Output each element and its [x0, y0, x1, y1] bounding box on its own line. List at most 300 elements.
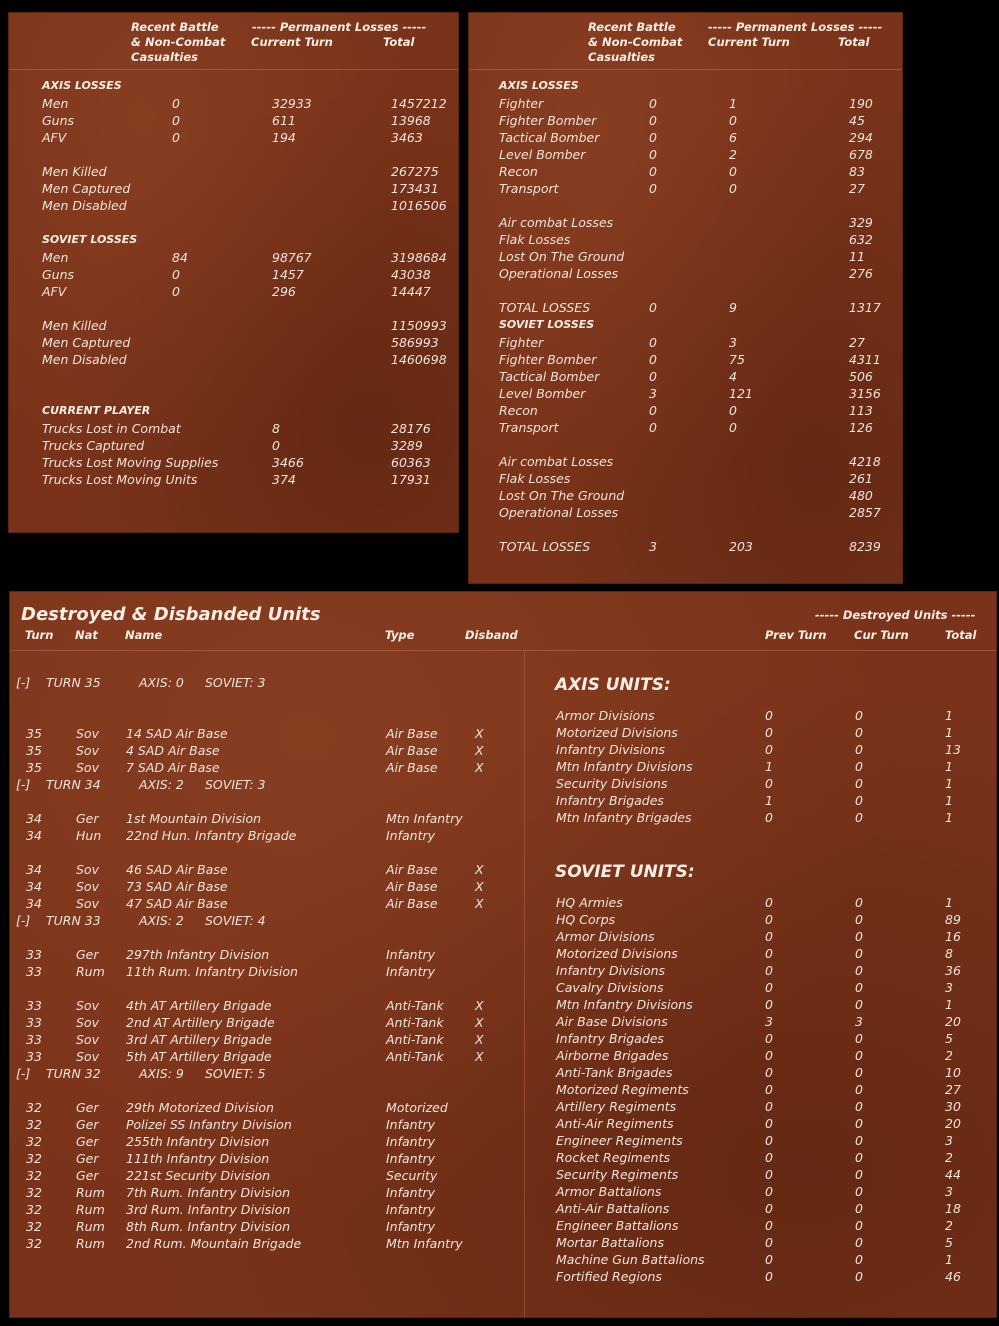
- soviet-total: 30: [945, 1099, 961, 1114]
- header-permanent-losses: ----- Permanent Losses -----: [252, 20, 427, 34]
- soviet-prev-turn: 0: [765, 1031, 773, 1046]
- unit-turn: 35: [26, 743, 42, 758]
- axis-prev-turn: 1: [765, 759, 773, 774]
- unit-type: Infantry: [386, 947, 436, 962]
- unit-turn: 34: [26, 896, 42, 911]
- soviet-unit-type: Rocket Regiments: [556, 1150, 670, 1165]
- section-title: AXIS LOSSES: [42, 79, 122, 92]
- header-recent-battle: & Non-Combat: [588, 35, 683, 49]
- unit-type: Infantry: [386, 1219, 436, 1234]
- soviet-total: 3: [945, 1133, 953, 1148]
- ground-losses-panel: [8, 12, 459, 533]
- row-total-value: 11: [849, 249, 865, 264]
- row-label: Flak Losses: [499, 471, 571, 486]
- unit-name: 4th AT Artillery Brigade: [126, 998, 272, 1013]
- soviet-unit-type: Infantry Divisions: [556, 963, 666, 978]
- unit-type: Air Base: [386, 879, 438, 894]
- soviet-cur-turn: 0: [855, 1048, 863, 1063]
- row-label: Men Captured: [42, 335, 131, 350]
- axis-cur-turn: 0: [855, 793, 863, 808]
- row-total-value: 276: [849, 266, 873, 281]
- unit-name: 29th Motorized Division: [126, 1100, 274, 1115]
- soviet-prev-turn: 0: [765, 1269, 773, 1284]
- soviet-total: 46: [945, 1269, 961, 1284]
- unit-type: Air Base: [386, 743, 438, 758]
- soviet-prev-turn: 0: [765, 1065, 773, 1080]
- soviet-total: 2: [945, 1048, 953, 1063]
- row-current-value: 32933: [272, 96, 312, 111]
- unit-turn: 32: [26, 1100, 42, 1115]
- row-total-value: 3289: [391, 438, 423, 453]
- row-label: Recon: [499, 403, 538, 418]
- unit-nationality: Sov: [76, 1032, 99, 1047]
- unit-type: Air Base: [386, 896, 438, 911]
- row-label: Air combat Losses: [499, 454, 614, 469]
- row-total-value: 27: [849, 181, 865, 196]
- soviet-prev-turn: 0: [765, 1150, 773, 1165]
- row-total-value: 1150993: [391, 318, 447, 333]
- row-current-value: 9: [729, 300, 737, 315]
- turn-soviet-count: SOVIET: 4: [205, 913, 266, 928]
- row-label: Tactical Bomber: [499, 130, 600, 145]
- soviet-cur-turn: 0: [855, 1031, 863, 1046]
- unit-name: 4 SAD Air Base: [126, 743, 220, 758]
- row-label: Flak Losses: [499, 232, 571, 247]
- row-label: Level Bomber: [499, 147, 586, 162]
- row-total-value: 4311: [849, 352, 881, 367]
- turn-soviet-count: SOVIET: 5: [205, 1066, 266, 1081]
- unit-type: Air Base: [386, 760, 438, 775]
- unit-nationality: Hun: [76, 828, 102, 843]
- unit-turn: 34: [26, 862, 42, 877]
- unit-nationality: Rum: [76, 1219, 105, 1234]
- axis-cur-turn: 0: [855, 708, 863, 723]
- soviet-cur-turn: 0: [855, 1150, 863, 1165]
- soviet-cur-turn: 0: [855, 997, 863, 1012]
- soviet-cur-turn: 0: [855, 929, 863, 944]
- row-label: Recon: [499, 164, 538, 179]
- soviet-prev-turn: 0: [765, 1133, 773, 1148]
- unit-type: Anti-Tank: [386, 1032, 444, 1047]
- row-recent-value: 0: [172, 284, 180, 299]
- row-total-value: 17931: [391, 472, 431, 487]
- soviet-cur-turn: 0: [855, 1065, 863, 1080]
- unit-turn: 32: [26, 1236, 42, 1251]
- soviet-total: 44: [945, 1167, 961, 1182]
- row-recent-value: 3: [649, 386, 657, 401]
- row-total-value: 83: [849, 164, 865, 179]
- axis-total: 13: [945, 742, 961, 757]
- unit-disband-mark: X: [475, 1049, 484, 1064]
- axis-prev-turn: 0: [765, 742, 773, 757]
- row-total-value: 173431: [391, 181, 439, 196]
- soviet-unit-type: Motorized Divisions: [556, 946, 678, 961]
- soviet-prev-turn: 3: [765, 1014, 773, 1029]
- row-label: Trucks Lost Moving Units: [42, 472, 198, 487]
- row-current-value: 4: [729, 369, 737, 384]
- unit-name: 297th Infantry Division: [126, 947, 270, 962]
- unit-type: Anti-Tank: [386, 1049, 444, 1064]
- unit-type: Mtn Infantry: [386, 1236, 463, 1251]
- soviet-cur-turn: 0: [855, 1269, 863, 1284]
- divider-line: [469, 69, 902, 70]
- row-label: TOTAL LOSSES: [499, 300, 591, 315]
- row-total-value: 14447: [391, 284, 431, 299]
- turn-collapse-toggle[interactable]: [-]: [16, 777, 31, 792]
- unit-name: 255th Infantry Division: [126, 1134, 270, 1149]
- row-recent-value: 0: [172, 96, 180, 111]
- soviet-prev-turn: 0: [765, 1218, 773, 1233]
- unit-name: 5th AT Artillery Brigade: [126, 1049, 272, 1064]
- unit-nationality: Sov: [76, 760, 99, 775]
- turn-soviet-count: SOVIET: 3: [205, 777, 266, 792]
- row-total-value: 1457212: [391, 96, 447, 111]
- axis-cur-turn: 0: [855, 810, 863, 825]
- unit-nationality: Rum: [76, 964, 105, 979]
- unit-turn: 32: [26, 1202, 42, 1217]
- soviet-unit-type: Anti-Air Battalions: [556, 1201, 670, 1216]
- header-permanent-losses: ----- Permanent Losses -----: [708, 20, 883, 34]
- soviet-cur-turn: 3: [855, 1014, 863, 1029]
- soviet-total: 5: [945, 1235, 953, 1250]
- row-label: Guns: [42, 267, 75, 282]
- unit-name: 47 SAD Air Base: [126, 896, 228, 911]
- soviet-cur-turn: 0: [855, 1201, 863, 1216]
- unit-type: Infantry: [386, 1134, 436, 1149]
- unit-turn: 32: [26, 1185, 42, 1200]
- row-total-value: 678: [849, 147, 873, 162]
- row-total-value: 1460698: [391, 352, 447, 367]
- row-recent-value: 84: [172, 250, 188, 265]
- turn-collapse-toggle[interactable]: [-]: [16, 913, 31, 928]
- header-recent-battle: & Non-Combat: [131, 35, 226, 49]
- turn-label: TURN 35: [46, 675, 101, 690]
- row-current-value: 0: [272, 438, 280, 453]
- row-label: Lost On The Ground: [499, 488, 625, 503]
- soviet-total: 89: [945, 912, 961, 927]
- col-header-type: Type: [385, 628, 415, 642]
- axis-total: 1: [945, 793, 953, 808]
- row-total-value: 45: [849, 113, 865, 128]
- soviet-unit-type: Engineer Battalions: [556, 1218, 679, 1233]
- header-current-turn: Current Turn: [251, 35, 333, 49]
- row-total-value: 480: [849, 488, 873, 503]
- header-recent-battle: Recent Battle: [588, 20, 676, 34]
- row-label: Trucks Lost in Combat: [42, 421, 181, 436]
- row-label: TOTAL LOSSES: [499, 539, 591, 554]
- unit-nationality: Sov: [76, 1015, 99, 1030]
- row-recent-value: 0: [649, 113, 657, 128]
- unit-nationality: Rum: [76, 1236, 105, 1251]
- unit-disband-mark: X: [475, 998, 484, 1013]
- row-current-value: 3: [729, 335, 737, 350]
- soviet-cur-turn: 0: [855, 1252, 863, 1267]
- row-label: Tactical Bomber: [499, 369, 600, 384]
- soviet-total: 1: [945, 1252, 953, 1267]
- row-label: Transport: [499, 420, 559, 435]
- unit-disband-mark: X: [475, 879, 484, 894]
- unit-disband-mark: X: [475, 896, 484, 911]
- unit-name: 2nd Rum. Mountain Brigade: [126, 1236, 302, 1251]
- soviet-prev-turn: 0: [765, 1116, 773, 1131]
- unit-type: Motorized: [386, 1100, 448, 1115]
- row-total-value: 43038: [391, 267, 431, 282]
- soviet-unit-type: Cavalry Divisions: [556, 980, 664, 995]
- row-label: Men: [42, 250, 69, 265]
- row-total-value: 4218: [849, 454, 881, 469]
- soviet-unit-type: HQ Corps: [556, 912, 616, 927]
- axis-unit-type: Security Divisions: [556, 776, 668, 791]
- unit-type: Infantry: [386, 1117, 436, 1132]
- axis-prev-turn: 0: [765, 725, 773, 740]
- axis-cur-turn: 0: [855, 742, 863, 757]
- row-current-value: 6: [729, 130, 737, 145]
- soviet-prev-turn: 0: [765, 1048, 773, 1063]
- header-current-turn: Current Turn: [708, 35, 790, 49]
- panel-title: Destroyed & Disbanded Units: [21, 604, 321, 625]
- soviet-cur-turn: 0: [855, 1133, 863, 1148]
- soviet-unit-type: Mtn Infantry Divisions: [556, 997, 693, 1012]
- unit-nationality: Ger: [76, 1134, 99, 1149]
- unit-type: Infantry: [386, 1185, 436, 1200]
- row-total-value: 8239: [849, 539, 881, 554]
- soviet-total: 5: [945, 1031, 953, 1046]
- soviet-prev-turn: 0: [765, 1167, 773, 1182]
- turn-collapse-toggle[interactable]: [-]: [16, 675, 31, 690]
- row-current-value: 1: [729, 96, 737, 111]
- unit-turn: 32: [26, 1168, 42, 1183]
- soviet-total: 3: [945, 980, 953, 995]
- row-recent-value: 0: [649, 335, 657, 350]
- soviet-unit-type: Armor Divisions: [556, 929, 655, 944]
- unit-disband-mark: X: [475, 743, 484, 758]
- soviet-cur-turn: 0: [855, 1235, 863, 1250]
- axis-total: 1: [945, 810, 953, 825]
- row-current-value: 611: [272, 113, 296, 128]
- unit-type: Mtn Infantry: [386, 811, 463, 826]
- axis-cur-turn: 0: [855, 725, 863, 740]
- soviet-cur-turn: 0: [855, 963, 863, 978]
- soviet-total: 36: [945, 963, 961, 978]
- row-total-value: 294: [849, 130, 873, 145]
- soviet-cur-turn: 0: [855, 946, 863, 961]
- turn-soviet-count: SOVIET: 3: [205, 675, 266, 690]
- turn-label: TURN 33: [46, 913, 101, 928]
- unit-turn: 33: [26, 964, 42, 979]
- turn-label: TURN 32: [46, 1066, 101, 1081]
- unit-name: 7 SAD Air Base: [126, 760, 220, 775]
- axis-prev-turn: 0: [765, 776, 773, 791]
- soviet-prev-turn: 0: [765, 963, 773, 978]
- axis-unit-type: Motorized Divisions: [556, 725, 678, 740]
- col-header-prev-turn: Prev Turn: [765, 628, 827, 642]
- axis-prev-turn: 0: [765, 810, 773, 825]
- soviet-prev-turn: 0: [765, 1184, 773, 1199]
- row-recent-value: 0: [649, 130, 657, 145]
- soviet-unit-type: Anti-Tank Brigades: [556, 1065, 673, 1080]
- row-total-value: 60363: [391, 455, 431, 470]
- row-total-value: 2857: [849, 505, 881, 520]
- unit-turn: 34: [26, 879, 42, 894]
- soviet-total: 2: [945, 1218, 953, 1233]
- row-current-value: 296: [272, 284, 296, 299]
- soviet-prev-turn: 0: [765, 1201, 773, 1216]
- unit-nationality: Ger: [76, 1151, 99, 1166]
- unit-nationality: Sov: [76, 896, 99, 911]
- row-current-value: 0: [729, 181, 737, 196]
- turn-collapse-toggle[interactable]: [-]: [16, 1066, 31, 1081]
- unit-name: 22nd Hun. Infantry Brigade: [126, 828, 297, 843]
- turn-label: TURN 34: [46, 777, 101, 792]
- soviet-cur-turn: 0: [855, 912, 863, 927]
- unit-nationality: Ger: [76, 1168, 99, 1183]
- soviet-unit-type: Engineer Regiments: [556, 1133, 683, 1148]
- row-label: Men Disabled: [42, 198, 127, 213]
- unit-name: 73 SAD Air Base: [126, 879, 228, 894]
- unit-name: 2nd AT Artillery Brigade: [126, 1015, 275, 1030]
- row-current-value: 0: [729, 164, 737, 179]
- soviet-cur-turn: 0: [855, 1167, 863, 1182]
- unit-turn: 32: [26, 1134, 42, 1149]
- unit-name: Polizei SS Infantry Division: [126, 1117, 292, 1132]
- soviet-total: 16: [945, 929, 961, 944]
- row-current-value: 374: [272, 472, 296, 487]
- row-label: AFV: [42, 284, 67, 299]
- row-total-value: 1016506: [391, 198, 447, 213]
- turn-axis-count: AXIS: 9: [139, 1066, 184, 1081]
- turn-axis-count: AXIS: 2: [139, 777, 184, 792]
- col-header-total: Total: [945, 628, 977, 642]
- soviet-unit-type: Airborne Brigades: [556, 1048, 669, 1063]
- unit-name: 1st Mountain Division: [126, 811, 262, 826]
- unit-name: 111th Infantry Division: [126, 1151, 270, 1166]
- header-recent-battle: Recent Battle: [131, 20, 219, 34]
- soviet-total: 3: [945, 1184, 953, 1199]
- axis-unit-type: Mtn Infantry Brigades: [556, 810, 692, 825]
- soviet-total: 27: [945, 1082, 961, 1097]
- unit-disband-mark: X: [475, 862, 484, 877]
- row-recent-value: 0: [649, 352, 657, 367]
- soviet-total: 18: [945, 1201, 961, 1216]
- unit-nationality: Sov: [76, 726, 99, 741]
- col-header-cur-turn: Cur Turn: [854, 628, 909, 642]
- unit-nationality: Sov: [76, 862, 99, 877]
- row-label: Air combat Losses: [499, 215, 614, 230]
- row-label: Fighter Bomber: [499, 113, 597, 128]
- axis-total: 1: [945, 725, 953, 740]
- row-recent-value: 0: [649, 164, 657, 179]
- unit-type: Air Base: [386, 726, 438, 741]
- soviet-prev-turn: 0: [765, 1082, 773, 1097]
- soviet-total: 1: [945, 895, 953, 910]
- unit-nationality: Rum: [76, 1185, 105, 1200]
- section-title: SOVIET LOSSES: [42, 233, 138, 246]
- axis-prev-turn: 0: [765, 708, 773, 723]
- unit-name: 46 SAD Air Base: [126, 862, 228, 877]
- row-label: AFV: [42, 130, 67, 145]
- soviet-unit-type: Machine Gun Battalions: [556, 1252, 705, 1267]
- row-total-value: 13968: [391, 113, 431, 128]
- unit-type: Infantry: [386, 964, 436, 979]
- row-recent-value: 0: [649, 403, 657, 418]
- soviet-total: 2: [945, 1150, 953, 1165]
- row-label: Lost On The Ground: [499, 249, 625, 264]
- row-total-value: 506: [849, 369, 873, 384]
- soviet-prev-turn: 0: [765, 1099, 773, 1114]
- row-current-value: 1457: [272, 267, 304, 282]
- soviet-unit-type: Infantry Brigades: [556, 1031, 664, 1046]
- unit-nationality: Ger: [76, 1100, 99, 1115]
- unit-disband-mark: X: [475, 726, 484, 741]
- unit-nationality: Sov: [76, 1049, 99, 1064]
- header-destroyed-units: ----- Destroyed Units -----: [815, 608, 976, 622]
- row-current-value: 8: [272, 421, 280, 436]
- soviet-unit-type: Air Base Divisions: [556, 1014, 668, 1029]
- soviet-total: 20: [945, 1014, 961, 1029]
- row-recent-value: 0: [172, 267, 180, 282]
- unit-name: 14 SAD Air Base: [126, 726, 228, 741]
- column-divider: [524, 651, 525, 1318]
- soviet-total: 10: [945, 1065, 961, 1080]
- soviet-prev-turn: 0: [765, 997, 773, 1012]
- unit-nationality: Rum: [76, 1202, 105, 1217]
- col-header-nat: Nat: [75, 628, 98, 642]
- soviet-cur-turn: 0: [855, 980, 863, 995]
- axis-cur-turn: 0: [855, 776, 863, 791]
- soviet-prev-turn: 0: [765, 895, 773, 910]
- turn-axis-count: AXIS: 2: [139, 913, 184, 928]
- col-header-turn: Turn: [25, 628, 54, 642]
- soviet-unit-type: Armor Battalions: [556, 1184, 662, 1199]
- axis-unit-type: Infantry Brigades: [556, 793, 664, 808]
- unit-turn: 33: [26, 1015, 42, 1030]
- unit-type: Anti-Tank: [386, 1015, 444, 1030]
- row-recent-value: 0: [172, 113, 180, 128]
- axis-prev-turn: 1: [765, 793, 773, 808]
- row-total-value: 113: [849, 403, 873, 418]
- row-total-value: 329: [849, 215, 873, 230]
- unit-type: Security: [386, 1168, 438, 1183]
- row-total-value: 27: [849, 335, 865, 350]
- col-header-disband: Disband: [465, 628, 518, 642]
- row-label: Trucks Lost Moving Supplies: [42, 455, 219, 470]
- header-total: Total: [383, 35, 415, 49]
- unit-nationality: Ger: [76, 1117, 99, 1132]
- soviet-units-title: SOVIET UNITS:: [555, 862, 695, 882]
- destroyed-units-panel: [9, 591, 997, 1318]
- divider-line: [9, 69, 458, 70]
- unit-name: 3rd Rum. Infantry Division: [126, 1202, 291, 1217]
- unit-nationality: Ger: [76, 811, 99, 826]
- row-label: Operational Losses: [499, 266, 619, 281]
- unit-type: Infantry: [386, 1151, 436, 1166]
- row-label: Guns: [42, 113, 75, 128]
- row-label: Fighter Bomber: [499, 352, 597, 367]
- soviet-prev-turn: 0: [765, 980, 773, 995]
- row-current-value: 0: [729, 113, 737, 128]
- row-label: Men Killed: [42, 318, 107, 333]
- soviet-total: 8: [945, 946, 953, 961]
- unit-turn: 33: [26, 1049, 42, 1064]
- soviet-cur-turn: 0: [855, 1116, 863, 1131]
- row-label: Men Disabled: [42, 352, 127, 367]
- soviet-unit-type: Artillery Regiments: [556, 1099, 677, 1114]
- soviet-cur-turn: 0: [855, 895, 863, 910]
- unit-name: 11th Rum. Infantry Division: [126, 964, 298, 979]
- unit-nationality: Sov: [76, 998, 99, 1013]
- soviet-cur-turn: 0: [855, 1082, 863, 1097]
- axis-cur-turn: 0: [855, 759, 863, 774]
